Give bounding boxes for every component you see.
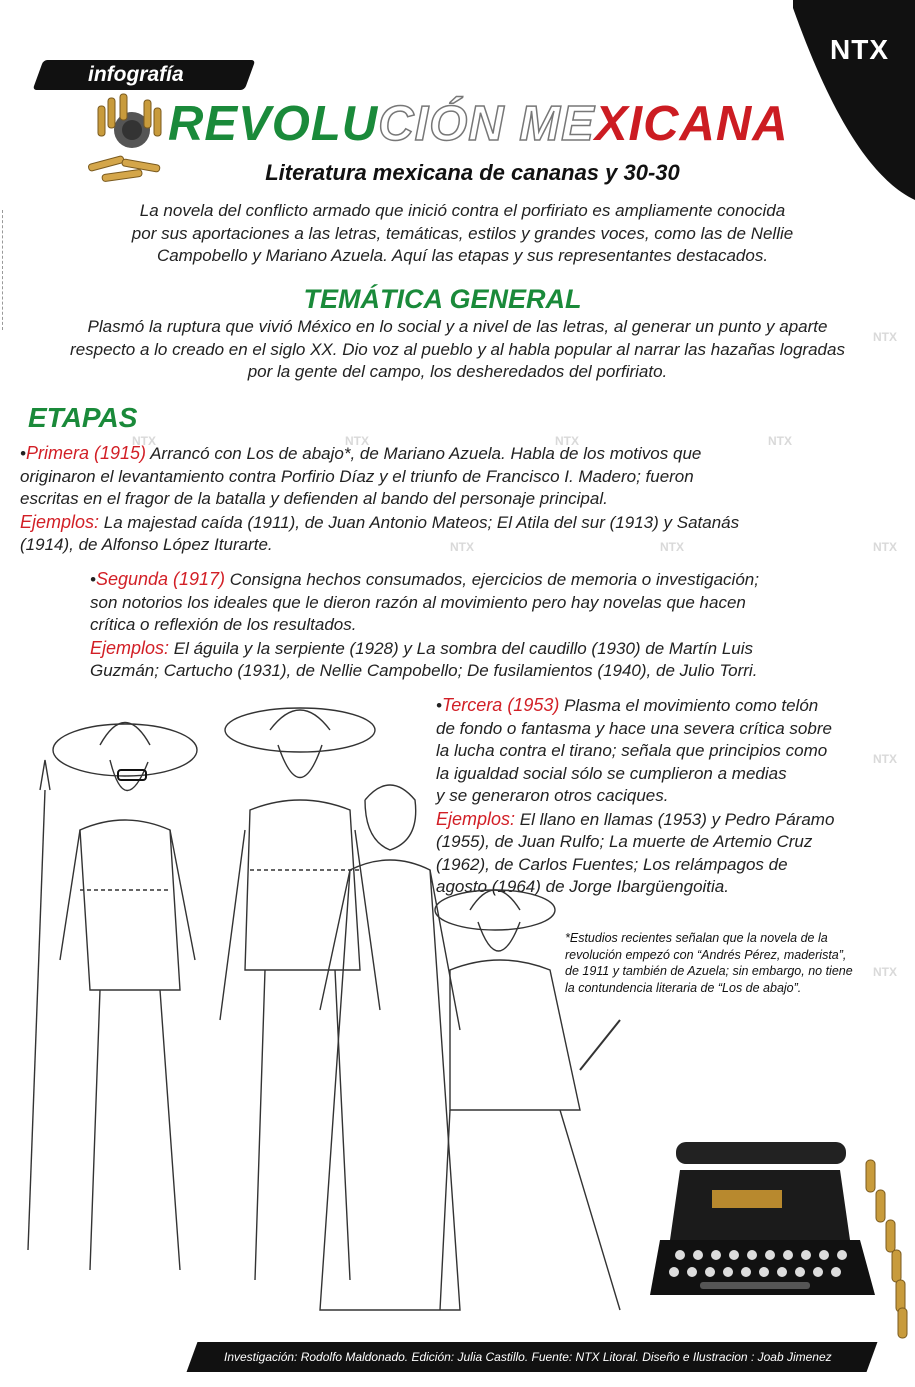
ntx-watermark: NTX	[345, 434, 369, 448]
title-part-green: REVOLU	[168, 97, 379, 151]
ntx-logo: NTX	[830, 34, 889, 65]
tematica-line: respecto a lo creado en el siglo XX. Dio voz al pueblo y al habla popular al narrar las hazañas logradas	[70, 339, 845, 359]
ntx-watermark: NTX	[873, 540, 897, 554]
segunda-line: crítica o reflexión de los resultados.	[90, 615, 357, 634]
tematica-line: por la gente del campo, los desheredados del porfiriato.	[247, 362, 668, 381]
tematica-heading: TEMÁTICA GENERAL	[303, 284, 582, 314]
primera-label: Primera (1915)	[25, 443, 146, 463]
segunda-examples-line: Guzmán; Cartucho (1931), de Nellie Campobello; De fusilamientos (1940), de Julio Torri.	[90, 661, 758, 680]
ntx-watermark: NTX	[873, 965, 897, 979]
segunda-label: Segunda (1917)	[95, 569, 226, 589]
ntx-watermark: NTX	[132, 434, 156, 448]
primera-line: escritas en el fragor de la batalla y defienden al bando del personaje principal.	[20, 489, 608, 508]
intro-line: por sus aportaciones a las letras, temáticas, estilos y grandes voces, como las de Nellie	[131, 223, 794, 243]
tercera-examples-line: agosto (1964) de Jorge Ibargüengoitia.	[436, 877, 729, 896]
segunda-examples	[90, 637, 900, 661]
footnote	[565, 930, 887, 996]
etapas-heading: ETAPAS	[28, 402, 138, 433]
footnote-line: la contundencia literaria de “Los de abajo”.	[565, 980, 802, 995]
ntx-watermark: NTX	[555, 434, 579, 448]
footnote-line: *Estudios recientes señalan que la novela de la	[565, 931, 828, 945]
tematica-line: Plasmó la ruptura que vivió México en lo social y a nivel de las letras, al generar un punto y aparte	[87, 317, 828, 336]
primera-examples	[20, 511, 900, 535]
primera-examples-line: (1914), de Alfonso López Iturarte.	[20, 535, 273, 554]
title-part-red: XICANA	[594, 97, 789, 151]
tercera-line: y se generaron otros caciques.	[436, 786, 669, 805]
footer-credits: Investigación: Rodolfo Maldonado. Edición: Julia Castillo. Fuente: NTX Litoral. Diseño e Ilustracion : Joab Jimenez	[224, 1350, 832, 1364]
primera-examples-text: La majestad caída (1911), de Juan Antonio Mateos; El Atila del sur (1913) y Satanás	[99, 512, 740, 532]
footnote-line: de 1911 y también de Azuela; sin embargo, no tiene	[565, 964, 853, 978]
tercera-first-text: Plasma el movimiento como telón	[559, 696, 819, 715]
ntx-watermark: NTX	[768, 434, 792, 448]
tercera-line: la lucha contra el tirano; señala que principios como	[436, 741, 828, 760]
main-title	[168, 96, 789, 152]
primera-line: originaron el levantamiento contra Porfirio Díaz y el triunfo de Francisco I. Madero; fueron	[20, 466, 694, 486]
segunda-examples-text: El águila y la serpiente (1928) y La sombra del caudillo (1930) de Martín Luis	[169, 638, 754, 658]
segunda-examples-label: Ejemplos:	[90, 637, 170, 658]
tercera-examples-line: (1955), de Juan Rulfo; La muerte de Artemio Cruz	[436, 832, 813, 851]
primera-first-text: Arrancó con Los de abajo*, de Mariano Azuela. Habla de los motivos que	[146, 444, 702, 463]
footnote-line: revolución empezó con “Andrés Pérez, maderista”,	[565, 947, 847, 962]
subtitle: Literatura mexicana de cananas y 30-30	[265, 160, 680, 185]
intro-line: La novela del conflicto armado que inició contra el porfiriato es ampliamente conocida	[139, 201, 786, 220]
segunda-line: son notorios los ideales que le dieron razón al movimiento pero hay novelas que hacen	[90, 592, 746, 612]
tercera-examples-text: El llano en llamas (1953) y Pedro Páramo	[515, 809, 835, 829]
intro-line: Campobello y Mariano Azuela. Aquí las etapas y sus representantes destacados.	[156, 246, 769, 265]
revolutionaries-sketch	[20, 690, 660, 1350]
tercera-line: la igualdad social sólo se cumplieron a medias	[436, 763, 787, 783]
segunda-first-text: Consigna hechos consumados, ejercicios de memoria o investigación;	[225, 570, 759, 589]
infografia-label: infografía	[88, 63, 184, 86]
tercera-first-line: •Tercera (1953) Plasma el movimiento como telón	[436, 695, 819, 715]
tematica-paragraph	[10, 316, 905, 384]
tercera-examples-label: Ejemplos:	[436, 808, 516, 829]
segunda-first-line: •Segunda (1917) Consigna hechos consumados, ejercicios de memoria o investigación;	[90, 569, 759, 589]
ntx-watermark: NTX	[873, 752, 897, 766]
primera-first-line: •Primera (1915) Arrancó con Los de abajo*, de Mariano Azuela. Habla de los motivos que	[20, 443, 702, 463]
ntx-watermark: NTX	[450, 540, 474, 554]
tercera-label: Tercera (1953)	[441, 695, 560, 715]
ntx-watermark: NTX	[660, 540, 684, 554]
title-part-white: CIÓN ME	[378, 97, 595, 151]
etapa-segunda	[90, 568, 900, 683]
typewriter-illustration	[640, 1130, 915, 1340]
tercera-line: de fondo o fantasma y hace una severa crítica sobre	[436, 718, 832, 738]
ntx-watermark: NTX	[873, 330, 897, 344]
tercera-examples-line: (1962), de Carlos Fuentes; Los relámpagos de	[436, 854, 788, 874]
primera-examples-label: Ejemplos:	[20, 511, 100, 532]
intro-paragraph	[40, 200, 885, 268]
